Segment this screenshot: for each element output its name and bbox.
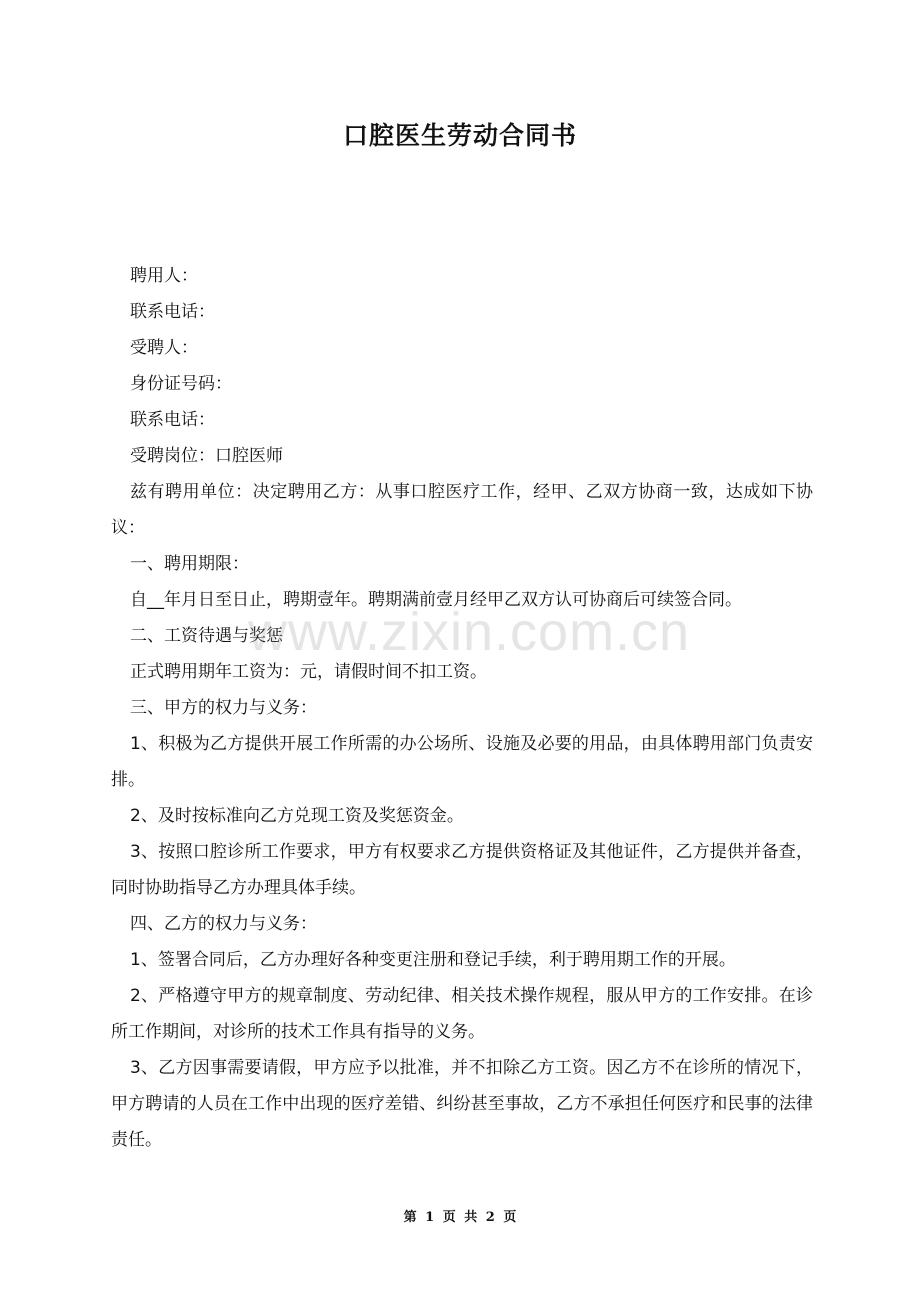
paragraph-employer-phone: 联系电话： — [130, 302, 215, 322]
paragraph-party-a-2: 2、及时按标准向乙方兑现工资及奖惩资金。 — [130, 806, 464, 826]
paragraph-position: 受聘岗位：口腔医师 — [130, 446, 283, 466]
paragraph-employee: 受聘人： — [130, 338, 198, 358]
paragraph-party-b-1: 1、签署合同后，乙方办理好各种变更注册和登记手续，利于聘用期工作的开展。 — [130, 950, 736, 970]
paragraph-term: 自__年月日至日止，聘期壹年。聘期满前壹月经甲乙双方认可协商后可续签合同。 — [130, 590, 742, 610]
section-heading-salary: 二、工资待遇与奖惩 — [130, 626, 283, 646]
paragraph-employee-phone: 联系电话： — [130, 410, 215, 430]
section-heading-party-a: 三、甲方的权力与义务： — [130, 698, 317, 718]
paragraph-salary: 正式聘用期年工资为：元，请假时间不扣工资。 — [130, 662, 487, 682]
section-heading-party-b: 四、乙方的权力与义务： — [130, 914, 317, 934]
paragraph-party-a-3: 3、按照口腔诊所工作要求，甲方有权要求乙方提供资格证及其他证件，乙方提供并备查，同时协助指导乙方办理具体手续。 — [111, 842, 813, 898]
watermark: www.zixin.com.cn — [248, 602, 691, 662]
section-heading-term: 一、聘用期限： — [130, 554, 249, 574]
paragraph-id-number: 身份证号码： — [130, 374, 232, 394]
document-title: 口腔医生劳动合同书 — [342, 121, 577, 150]
paragraph-employer: 聘用人： — [130, 266, 198, 286]
document-body — [111, 258, 813, 1158]
paragraph-party-b-3: 3、乙方因事需要请假，甲方应予以批准，并不扣除乙方工资。因乙方不在诊所的情况下，甲方聘请的人员在工作中出现的医疗差错、纠纷甚至事故，乙方不承担任何医疗和民事的法律责任。 — [111, 1058, 813, 1150]
paragraph-preamble: 兹有聘用单位：决定聘用乙方：从事口腔医疗工作，经甲、乙双方协商一致，达成如下协议： — [111, 482, 813, 538]
page-footer: 第 1 页 共 2 页 — [403, 1210, 517, 1225]
paragraph-party-a-1: 1、积极为乙方提供开展工作所需的办公场所、设施及必要的用品，由具体聘用部门负责安排。 — [111, 734, 813, 790]
paragraph-party-b-2: 2、严格遵守甲方的规章制度、劳动纪律、相关技术操作规程，服从甲方的工作安排。在诊所工作期间，对诊所的技术工作具有指导的义务。 — [111, 986, 813, 1042]
